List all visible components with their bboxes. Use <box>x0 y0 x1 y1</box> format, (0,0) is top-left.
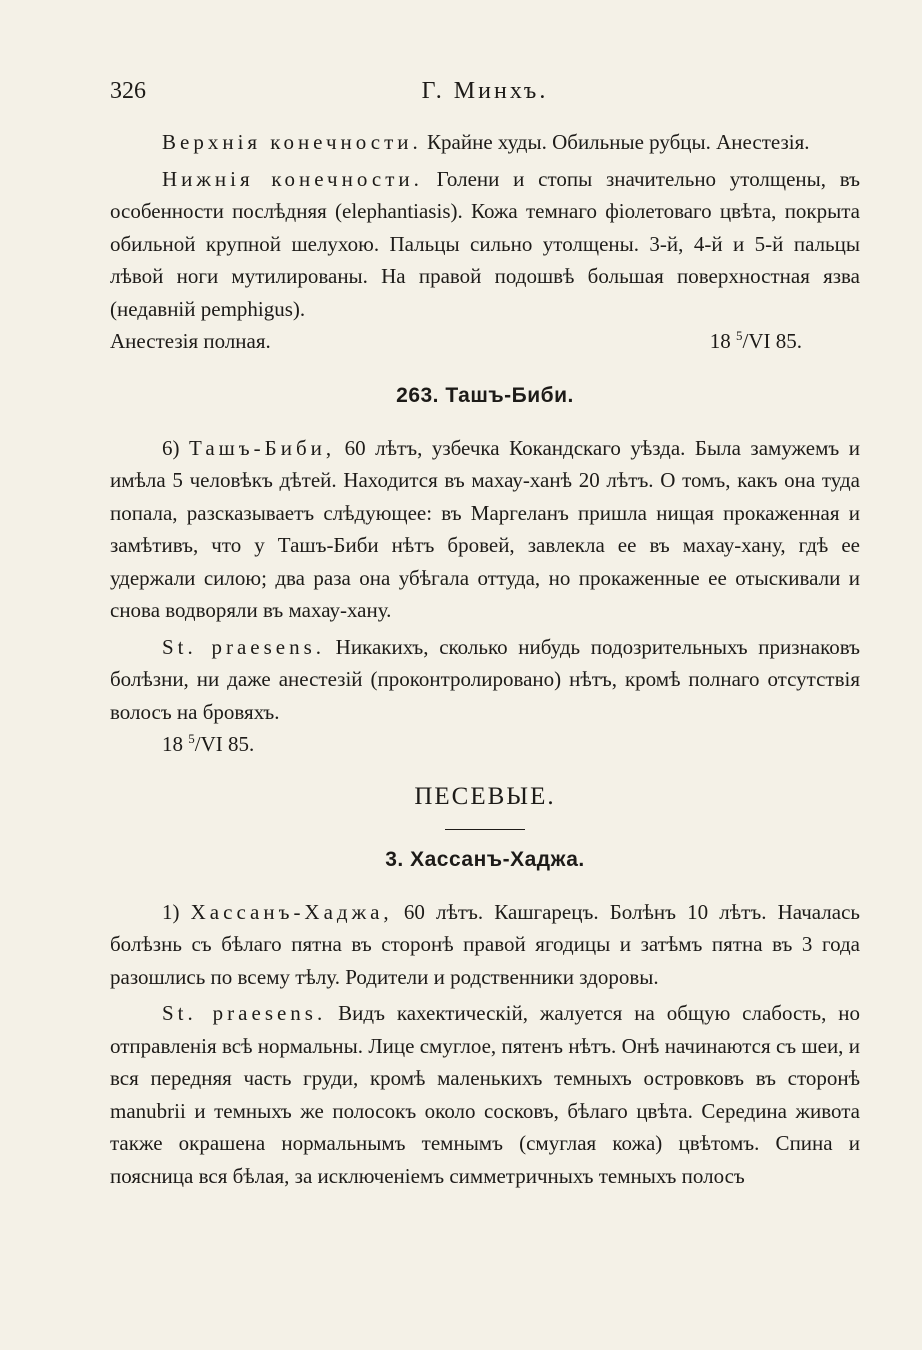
term-upper-limbs: Верхнія конечности. <box>162 130 422 154</box>
term-status-praesens: St. praesens. <box>162 1001 327 1025</box>
patient-name: Хассанъ-Хаджа, <box>190 899 393 924</box>
paragraph-case263-history: 6) Ташъ-Биби, 60 лѣтъ, узбечка Кокандскаго уѣзда. Была замужемъ и имѣла 5 человѣкъ дѣтей. Находится въ махау-ханѣ 20 лѣтъ. О томъ, какъ она туда попала, разсказываетъ слѣдующее: въ Маргеланъ пришла нищая прокаженная и замѣтивъ, что у Ташъ-Биби нѣтъ бровей, завлекла ее въ махау-хану, гдѣ ее удержали силою; два раза она убѣгала оттуда, но прокаженные ее отыскивали и снова водворяли въ махау-хану. <box>110 435 860 622</box>
paragraph-case263-status: St. praesens. Никакихъ, сколько нибудь подозрительныхъ признаковъ болѣзни, ни даже анестезій (проконтролировано) нѣтъ, кромѣ полнаго отсутствія волосъ на бровяхъ. <box>110 634 860 724</box>
text-anesthesia: Анестезія полная. <box>110 329 271 353</box>
paragraph-case3-history: 1) Хассанъ-Хаджа, 60 лѣтъ. Кашгарецъ. Болѣнъ 10 лѣтъ. Началась болѣзнь съ бѣлаго пятна въ сторонѣ правой ягодицы и затѣмъ пятна въ 3 года разошлись по всему тѣлу. Родители и родственники здоровы. <box>110 899 860 989</box>
book-page <box>110 70 860 1192</box>
running-head: Г. Минхъ. <box>421 78 549 104</box>
dateline-1 <box>110 325 860 358</box>
case-heading-263: 263. Ташъ-Биби. <box>396 383 574 407</box>
text-upper-limbs: Крайне худы. Обильные рубцы. Анестезія. <box>421 130 810 154</box>
paragraph-case3-status: St. praesens. Видъ кахектическій, жалуется на общую слабость, но отправленія всѣ нормальны. Лице смуглое, пятенъ нѣтъ. Онѣ начинаются съ шеи, и вся передняя часть груди, кромѣ маленькихъ темныхъ островковъ въ сторонѣ manubrii и темныхъ же полосокъ около сосковъ, бѣлаго цвѣта. Середина живота также окрашена нормальнымъ темнымъ (смуглая кожа) цвѣтомъ. Спина и поясница вся бѣлая, за исключеніемъ симметричныхъ темныхъ полосъ <box>110 1001 860 1188</box>
section-title: ПЕСЕВЫЕ. <box>414 782 556 810</box>
case-heading-3: 3. Хассанъ-Хаджа. <box>385 847 585 871</box>
page-number: 326 <box>110 78 146 104</box>
patient-name: Ташъ-Биби, <box>189 435 336 460</box>
term-lower-limbs: Нижнія конечности. <box>162 166 423 191</box>
date-2: 18 $^5$/VI 85. <box>162 731 255 756</box>
text-lower-limbs: Голени и стопы значительно утолщены, въ особенности послѣдняя (elephantiasis). Кожа темнаго фіолетоваго цвѣта, покрыта обильной крупной шелухою. Пальцы сильно утолщены. 3-й, 4-й и 5-й пальцы лѣвой ноги мутилированы. На правой подошвѣ большая поверхностная язва (недавній pemphigus). <box>110 166 860 321</box>
paragraph-upper-limbs <box>110 126 860 159</box>
page-header <box>110 70 860 110</box>
paragraph-lower-limbs <box>110 163 860 326</box>
date-1: 18 $^5$/VI 85. <box>709 328 802 353</box>
term-status-praesens: St. praesens. <box>162 634 325 659</box>
